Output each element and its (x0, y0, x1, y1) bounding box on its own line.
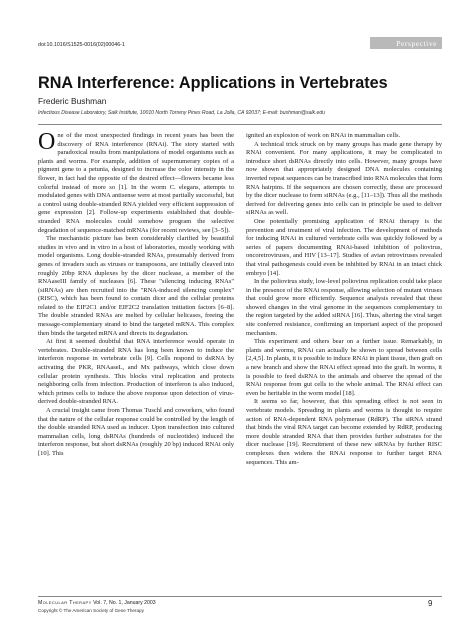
paragraph (38, 129, 234, 235)
copyright-text: Copyright © The American Society of Gene Therapy (38, 608, 144, 613)
paragraph: It seems so far, however, that this spreading effect is not seen in vertebrate models. Spreading in plants and worms is thought to require action of RNA-dependent RNA polymerase (RdRP). The siRNA strand that binds the viral RNA target can become extended by RdRP, producing more double stranded RNA that then provides further substrates for the dicer nuclease [19]. Recruitment of these new siRNAs by further RISC complexes then widens the RNAi response to further target RNA sequences. This am- (246, 398, 442, 466)
right-column (246, 132, 442, 467)
paragraph: ignited an explosion of work on RNAi in mammalian cells. (246, 132, 401, 139)
paragraph-text: ne of the most unexpected findings in recent years has been the discovery of RNA interference (RNAi). The story started with paradoxical results from manipulations of model organisms such as plants and worms. For example, addition of supernumerary copies of a pigment gene to a petunia, designed to increase the color intensity in the flower, in fact had the opposite of the desired effect—flowers became less colorful instead of more so [1]. In the worm C. elegans, attempts to modulated genes with DNA antisense were at most partially successful, but a control using double-stranded RNA yielded very efficient suppression of gene expression [2]. Follow-up experiments established that double-stranded RNA molecules could somehow program the selective degradation of sequence-matched mRNAs (for recent reviews, see [3–5]). (38, 132, 234, 234)
section-label: Perspective (370, 37, 442, 49)
doi-text: doi:10.1016/S1525-0016(02)00046-1 (38, 42, 125, 48)
header-divider (38, 124, 442, 125)
footer-divider (38, 596, 442, 597)
paragraph: In the poliovirus study, low-level poliovirus replication could take place in the presence of the RNAi response, allowing selection of mutant viruses that could grow more efficiently. Sequence analysis revealed that these showed changes in the viral genome in the sequences complementary to the region targeted by the added siRNA [16]. Thus, altering the viral target site conferred resistance, confirming an important aspect of the proposed mechanism. (246, 278, 442, 337)
paragraph: The mechanistic picture has been considerably clarified by beautiful studies in vivo and in vitro in a host of laboratories, mostly working with model organisms. Long double-stranded RNAs, presumably derived from genes of invaders such as viruses or transposons, are initially cleaved into roughly 20bp RNA duplexes by the dicer nuclease, a member of the RNAaseIII family of nucleases [6]. These "silencing inducing RNAs" (siRNAs) are then recruited into the "RNA-induced silencing complex" (RISC), which has been found to contain dicer and the cellular proteins related to the EIF2C1 and/or EIF2C2 translation initiation factors [6–8]. The double stranded RNAs are melted by cellular helicases, freeing the message-complementary strand to bind the targeted mRNA. This complex then binds the targeted mRNA and directs its degradation. (38, 235, 234, 337)
drop-cap: O (38, 129, 56, 155)
paragraph: One potentially promising application of RNAi therapy is the prevention and treatment of viral infection. The development of methods for inducing RNAi in cultured vertebrate cells was quickly followed by a series of papers documenting RNAi-based inhibition of poliovirus, oncoretroviruses, and HIV [13–17]. Studies of avian retroviruses revealed that viral pathogenesis could even be inhibited by RNAi in an intact chick embryo [14]. (246, 217, 442, 277)
article-affiliation: Infectious Disease Laboratory, Salk Institute, 10010 North Torreny Pines Road, La Jolla, CA 92037; E-mail: bushman@salk.edu (38, 110, 325, 116)
journal-info (38, 600, 156, 606)
paragraph: This experiment and others bear on a further issue. Remarkably, in plants and worms, RNAi can actually be shown to spread between cells [2,4,5]. In plants, it is possible to induce RNAi in plant tissue, then graft on a new branch and show the RNAi effect spread into the graft. In worms, it is possible to feed dsRNA to the animals and observe the spread of the RNAi response from gut cells to the whole animal. The RNAi effect can even be heritable in the worm model [18]. (246, 338, 442, 397)
page-number: 9 (428, 599, 433, 608)
paragraph: At first it seemed doubtful that RNA interference would operate in vertebrates. Double-stranded RNA has long been known to induce the interferon response in vertebrate cells [9]. Cells respond to dsRNA by activating the PKR, RNAaseL, and Mx pathways, which close down cellular protein synthesis. This blocks viral replication and protects neighboring cells from infection. Production of interferon is also induced, which primes cells to induce the above response upon detection of virus-derived double-stranded RNA. (38, 338, 234, 406)
article-title: RNA Interference: Applications in Vertebrates (38, 74, 388, 92)
journal-name: Molecular Therapy (38, 600, 92, 606)
paragraph: A technical trick struck on by many groups has made gene therapy by RNAi convenient. For many applications, it may be complicated to introduce short dsRNAs directly into cells. However, many groups have now shown that appropriately designed DNA molecules containing inverted repeat sequences can be transcribed into RNA molecules that form RNA hairpins. If the sequences are chosen correctly, these are processed by the dicer nuclease to form siRNAs (e.g., [11–13]). Thus all the methods derived for delivering genes into cells can in principle be used to deliver siRNAs as well. (246, 140, 443, 217)
left-column (38, 129, 234, 459)
paragraph: A crucial insight came from Thomas Tuschl and coworkers, who found that the nature of the cellular response could be controlled by the length of the double stranded RNA used as inducer. Upon transfection into cultured mammalian cells, long dsRNAs (hundreds of nucleotides) induced the interferon response, but short dsRNAs (roughly 20 bp) induced RNAi only [10]. This (38, 407, 234, 457)
article-author: Frederic Bushman (38, 96, 107, 106)
volume-info: Vol. 7, No. 1, January 2003 (93, 600, 156, 606)
